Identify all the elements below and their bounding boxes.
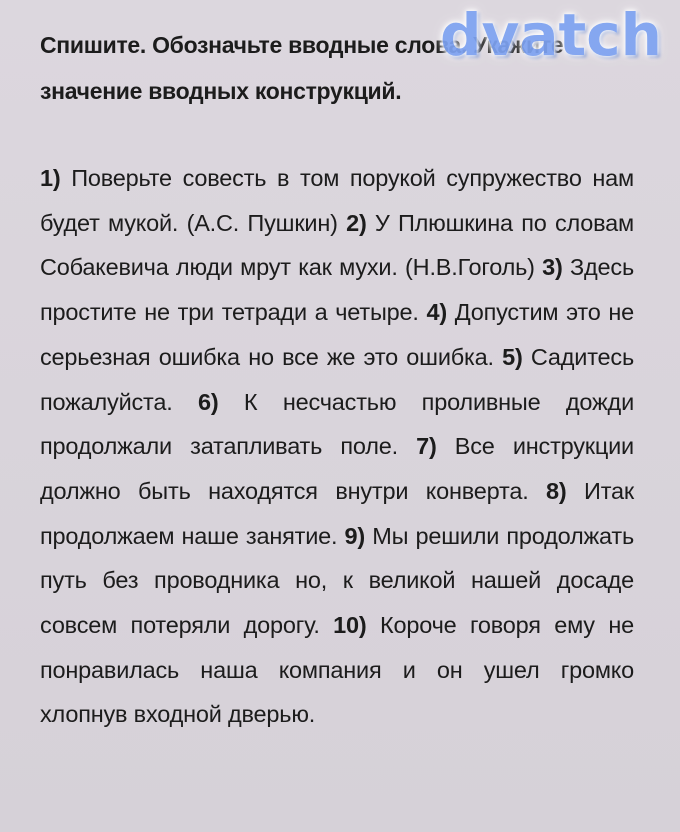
item-number: 3) (542, 254, 563, 281)
item-text: Садитесь пожалуйста. (40, 343, 634, 415)
item-number: 1) (40, 165, 61, 191)
item-text: Поверьте совесть в том порукой супружество нам будет мукой. (А.С. Пушкин) (40, 165, 634, 236)
item-text: У Плюшкина по словам Собакевича люди мрут как мухи. (Н.В.Гоголь) (40, 209, 634, 281)
item-number: 10) (333, 612, 367, 639)
item-number: 5) (502, 343, 523, 370)
item-text: Мы решили продолжать путь без проводника но, к великой нашей досаде совсем потеряли дорогу. (40, 522, 635, 639)
item-text: Короче говоря ему не понравилась наша компания и он ушел громко хлопнув входной дверью. (40, 612, 634, 728)
item-text: Все инструкции должно быть находятся внутри конверта. (40, 433, 634, 504)
item-text: К несчастью проливные дожди продолжали затапливать поле. (40, 388, 634, 460)
item-text: Итак продолжаем наше занятие. (40, 477, 634, 549)
item-text: Здесь простите не три тетради а четыре. (40, 254, 634, 326)
exercise-text (40, 156, 634, 737)
item-number: 4) (426, 299, 447, 326)
item-text: Допустим это не серьезная ошибка но все же это ошибка. (40, 299, 634, 370)
item-number: 6) (197, 388, 219, 415)
item-number: 8) (546, 477, 567, 504)
item-number: 7) (416, 433, 437, 460)
item-number: 2) (346, 209, 367, 236)
watermark-logo: dvatch (440, 1, 662, 69)
task-title: Спишите. Обозначьте вводные слова. Укажите значение вводных конструкций. (40, 32, 564, 104)
item-number: 9) (344, 522, 366, 549)
